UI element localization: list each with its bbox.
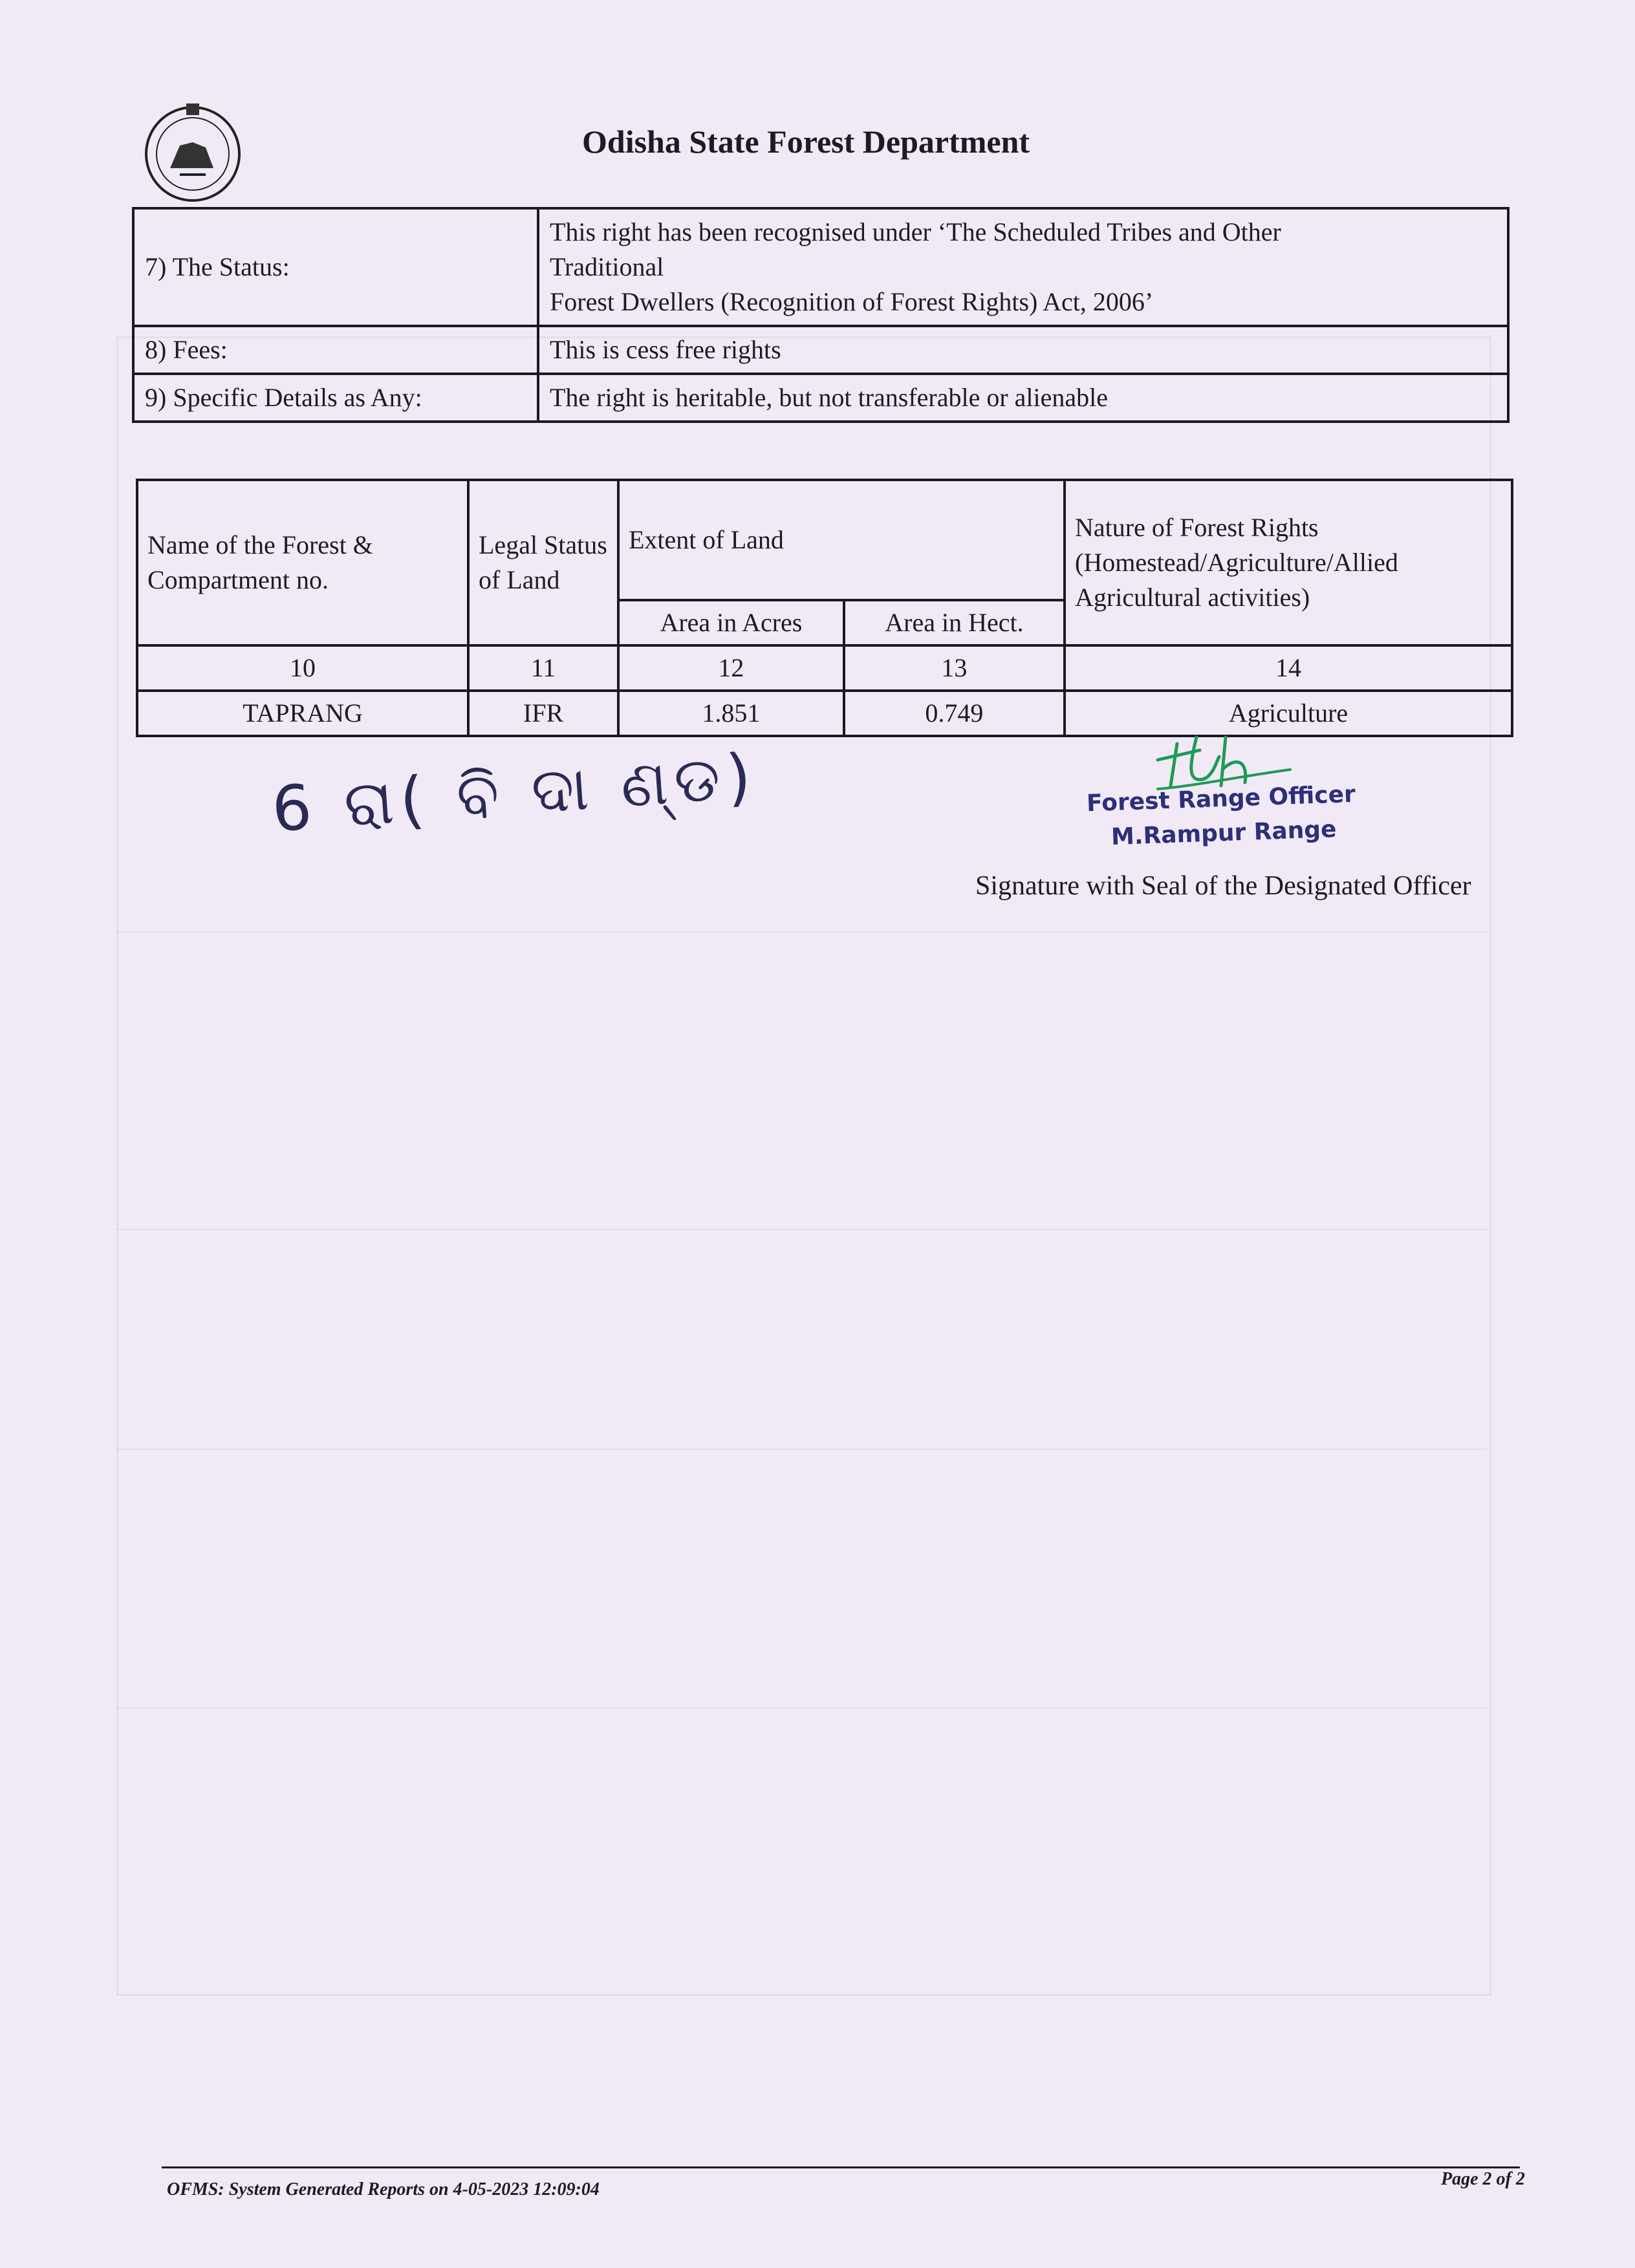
area-hect-value: 0.749 [844,691,1065,736]
handwritten-annotation: 6 ରା( ବି ଦା ଣ୍ଡ) [269,739,760,847]
status-value-line: Traditional [550,252,664,281]
page-title: Odisha State Forest Department [582,124,1030,160]
table-row [137,691,1512,736]
table-row [133,326,1508,374]
forest-land-table [136,479,1513,737]
header-extent-of-land: Extent of Land [618,480,1065,600]
header-area-hect: Area in Hect. [844,600,1065,645]
header-nature-of-rights: Nature of Forest Rights (Homestead/Agriculture/Allied Agricultural activities) [1065,480,1512,645]
table-row [133,208,1508,326]
forest-name-value: TAPRANG [137,691,468,736]
column-number: 10 [137,645,468,691]
column-number: 11 [468,645,618,691]
status-label: 7) The Status: [133,208,538,326]
show-through-line [116,1229,1488,1230]
footer-page-number: Page 2 of 2 [1441,2169,1525,2189]
header-forest-name: Name of the Forest & Compartment no. [137,480,468,645]
column-number: 13 [844,645,1065,691]
officer-stamp-range: M.Rampur Range [1110,815,1337,851]
header-legal-status: Legal Status of Land [468,480,618,645]
specific-details-label: 9) Specific Details as Any: [133,374,538,422]
table-row [133,374,1508,422]
column-number: 12 [618,645,844,691]
show-through-line [116,1707,1488,1709]
show-through-line [116,1449,1488,1450]
status-value-line: Forest Dwellers (Recognition of Forest Rights) Act, 2006’ [550,287,1154,316]
area-acres-value: 1.851 [618,691,844,736]
footer-divider [162,2166,1520,2168]
officer-stamp-title: Forest Range Officer [1086,781,1356,817]
fees-label: 8) Fees: [133,326,538,374]
header-area-acres: Area in Acres [618,600,844,645]
specific-details-value: The right is heritable, but not transferable or alienable [538,374,1508,422]
nature-of-rights-value: Agriculture [1065,691,1512,736]
footer-generated-report: OFMS: System Generated Reports on 4-05-2023 12:09:04 [167,2179,600,2199]
column-number: 14 [1065,645,1512,691]
legal-status-value: IFR [468,691,618,736]
signature-caption: Signature with Seal of the Designated Officer [975,871,1471,901]
state-emblem-icon [141,97,244,207]
show-through-line [116,931,1488,933]
status-value [538,208,1508,326]
table-header-row [137,480,1512,600]
table-column-number-row [137,645,1512,691]
status-value-line: This right has been recognised under ‘The Scheduled Tribes and Other [550,217,1281,246]
status-table [132,207,1510,423]
fees-value: This is cess free rights [538,326,1508,374]
